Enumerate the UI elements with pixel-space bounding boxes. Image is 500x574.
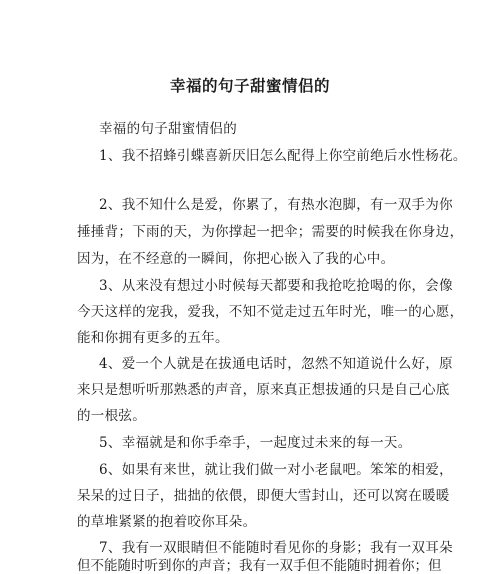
paragraph-line: 7、我有一双眼睛但不能随时看见你的身影；我有一双耳朵 (99, 540, 453, 556)
paragraph-line: 因为，在不经意的一瞬间，你把心嵌入了我的心中。 (77, 251, 395, 267)
paragraph-line: 来只是想听听那熟悉的声音，原来真正想拔通的只是自己心底 (77, 382, 450, 398)
page-title: 幸福的句子甜蜜情侣的 (169, 77, 330, 95)
paragraph-line: 呆呆的过日子，拙拙的依偎，即便大雪封山，还可以窝在暖暖 (77, 488, 450, 504)
paragraph-line: 3、从来没有想过小时候每天都要和我抢吃抢喝的你，会像 (99, 278, 453, 294)
paragraph-line: 今天这样的宠我，爱我，不知不觉走过五年时光，唯一的心愿， (77, 304, 464, 320)
subtitle: 幸福的句子甜蜜情侣的 (99, 121, 237, 137)
paragraph-line: 5、幸福就是和你手牵手，一起度过未来的每一天。 (99, 435, 412, 451)
paragraph-line: 1、我不招蜂引蝶喜新厌旧怎么配得上你空前绝后水性杨花。 (99, 148, 467, 164)
paragraph-line-cut: 但不能随时听到你的声音；我有一双手但不能随时拥着你；但 (77, 558, 442, 574)
paragraph-line: 的一根弦。 (77, 408, 146, 424)
paragraph-line: 6、如果有来世，就让我们做一对小老鼠吧。笨笨的相爱， (99, 462, 453, 478)
paragraph-line: 能和你拥有更多的五年。 (77, 330, 229, 346)
paragraph-line: 4、爱一个人就是在拔通电话时，忽然不知道说什么好，原 (99, 356, 453, 372)
paragraph-line: 捶捶背；下雨的天，为你撑起一把伞；需要的时候我在你身边， (77, 224, 464, 240)
paragraph-line: 的草堆紧紧的抱着咬你耳朵。 (77, 514, 257, 530)
paragraph-line: 2、我不知什么是爱，你累了，有热水泡脚，有一双手为你 (99, 197, 453, 213)
